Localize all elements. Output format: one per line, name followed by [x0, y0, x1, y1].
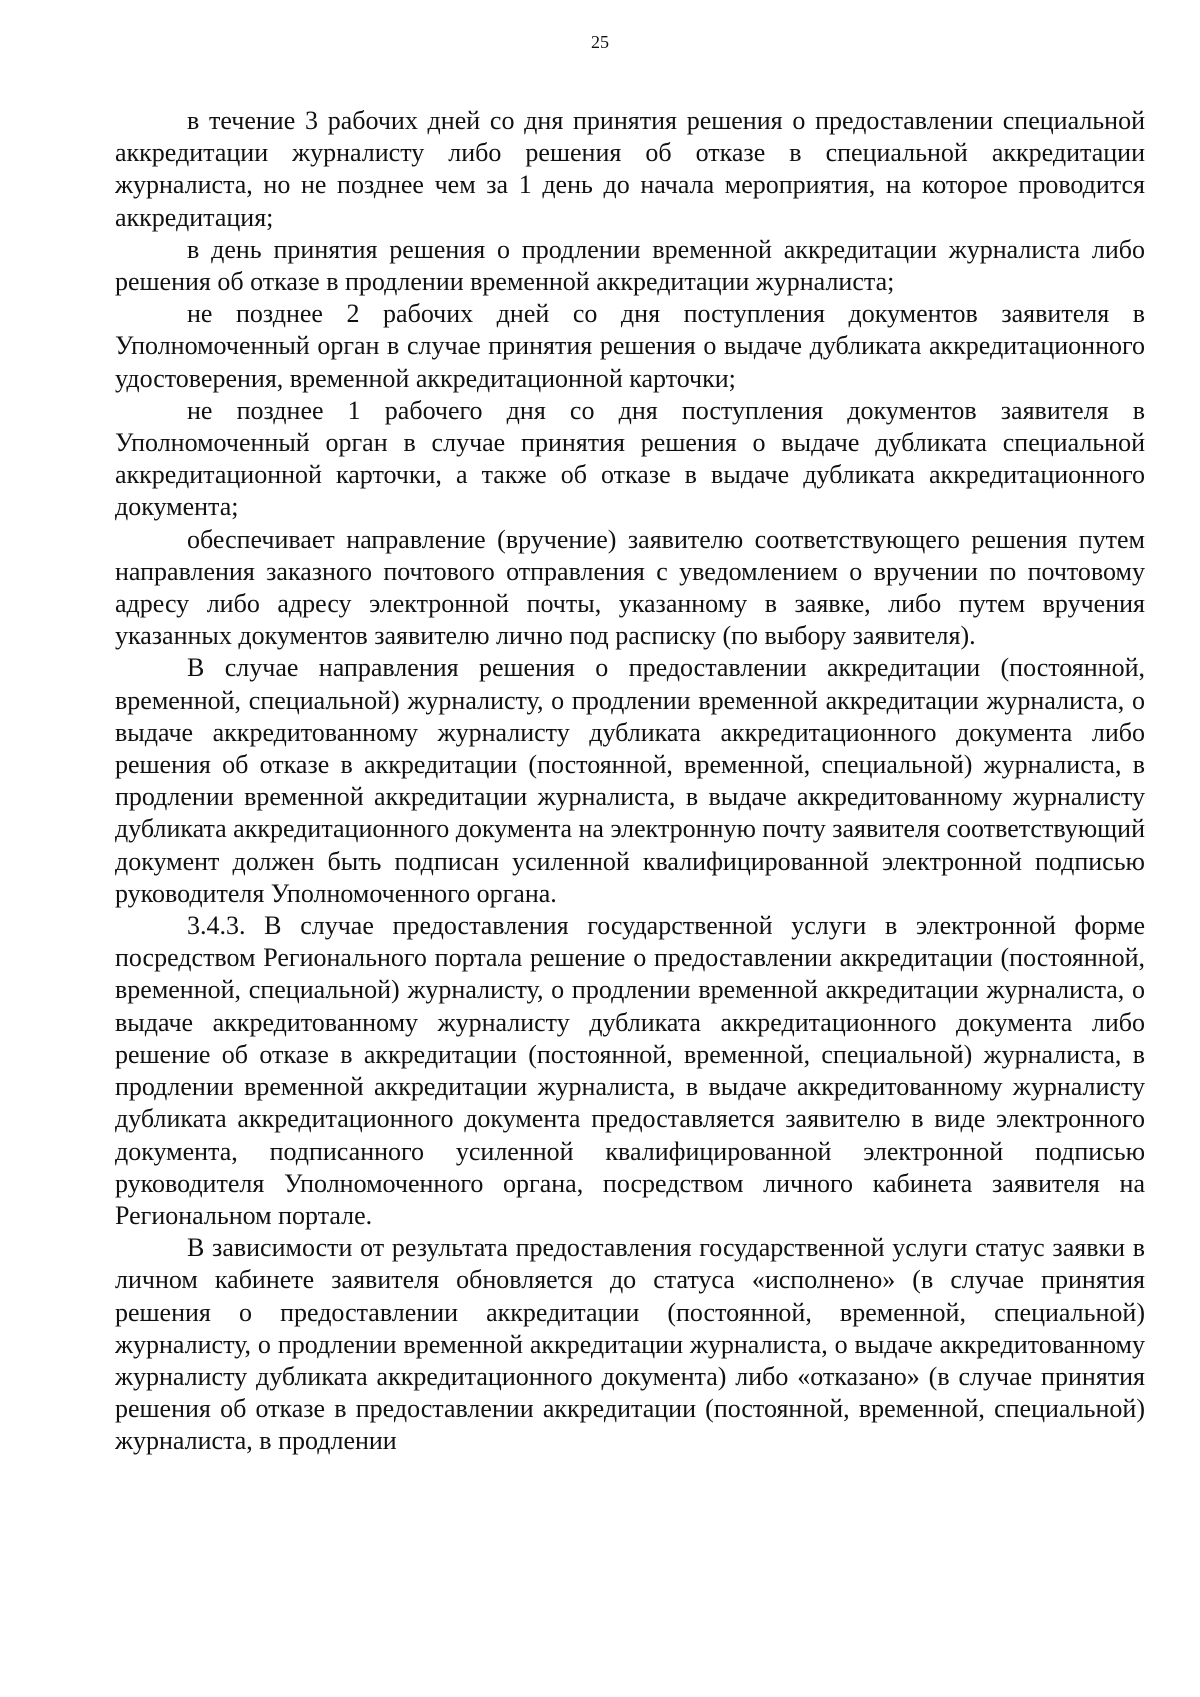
paragraph: В зависимости от результата предоставления государственной услуги статус заявки в личном кабинете заявителя обновляется до статуса «исполнено» (в случае принятия решения о предоставлении аккредитации (постоянной, временной, специальной) журналисту, о продлении временной аккредитации журналиста, о выдаче аккредитованному журналисту дубликата аккредитационного документа) либо «отказано» (в случае принятия решения об отказе в предоставлении аккредитации (постоянной, временной, специальной) журналиста, в продлении	[115, 1233, 1145, 1456]
paragraph: В случае направления решения о предоставлении аккредитации (постоянной, временной, специальной) журналисту, о продлении временной аккредитации журналиста, о выдаче аккредитованному журналисту дубликата аккредитационного документа либо решения об отказе в аккредитации (постоянной, временной, специальной) журналиста, в продлении временной аккредитации журналиста, в выдаче аккредитованному журналисту дубликата аккредитационного документа на электронную почту заявителя соответствующий документ должен быть подписан усиленной квалифицированной электронной подписью руководителя Уполномоченного органа.	[115, 653, 1145, 908]
paragraph: не позднее 1 рабочего дня со дня поступления документов заявителя в Уполномоченный орган в случае принятия решения о выдаче дубликата специальной аккредитационной карточки, а также об отказе в выдаче дубликата аккредитационного документа;	[115, 395, 1145, 522]
paragraph: в день принятия решения о продлении временной аккредитации журналиста либо решения об отказе в продлении временной аккредитации журналиста;	[115, 234, 1145, 297]
paragraph: 3.4.3. В случае предоставления государственной услуги в электронной форме посредством Регионального портала решение о предоставлении аккредитации (постоянной, временной, специальной) журналисту, о продлении временной аккредитации журналиста, о выдаче аккредитованному журналисту дубликата аккредитационного документа либо решение об отказе в аккредитации (постоянной, временной, специальной) журналиста, в продлении временной аккредитации журналиста, в выдаче аккредитованному журналисту дубликата аккредитационного документа предоставляется заявителю в виде электронного документа, подписанного усиленной квалифицированной электронной подписью руководителя Уполномоченного органа, посредством личного кабинета заявителя на Региональном портале.	[115, 911, 1145, 1230]
paragraph: обеспечивает направление (вручение) заявителю соответствующего решения путем направления заказного почтового отправления с уведомлением о вручении по почтовому адресу либо адресу электронной почты, указанному в заявке, либо путем вручения указанных документов заявителю лично под расписку (по выбору заявителя).	[115, 524, 1145, 651]
page-number: 25	[591, 32, 609, 52]
document-body	[115, 105, 1145, 1458]
paragraph: в течение 3 рабочих дней со дня принятия решения о предоставлении специальной аккредитации журналисту либо решения об отказе в специальной аккредитации журналиста, но не позднее чем за 1 день до начала мероприятия, на которое проводится аккредитация;	[115, 106, 1145, 232]
paragraph: не позднее 2 рабочих дней со дня поступления документов заявителя в Уполномоченный орган в случае принятия решения о выдаче дубликата аккредитационного удостоверения, временной аккредитационной карточки;	[115, 299, 1145, 393]
